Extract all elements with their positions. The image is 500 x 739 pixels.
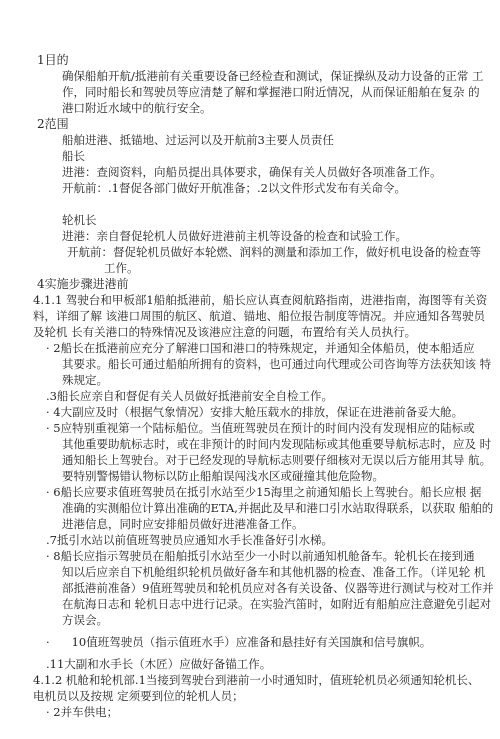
item-2-line-2: 其要求。船长可通过船舶所拥有的资料，也可通过向代理或公司咨询等方法获知该 特	[62, 357, 492, 371]
item-2-line-3: 殊规定。	[62, 373, 108, 387]
purpose-line-1: 确保船舶开航/抵港前有关重要设备已经检查和测试，保证操纵及动力设备的正常 工	[62, 69, 484, 83]
item-5-line-1: · 5应特别重视第一个陆标船位。当值班驾驶员在预计的时间内没有发现相应的陆标或	[46, 421, 475, 435]
item-3: .3船长应亲自和督促有关人员做好抵港前安全自检工作。	[46, 389, 333, 403]
section-1-heading: 1目的	[37, 53, 69, 67]
scope-chief-engineer-departure-1: 开航前：督促轮机员做好本轮燃、润料的测量和添加工作，做好机电设备的检查等	[67, 245, 481, 259]
scope-captain-departure: 开航前：.1督促各部门做好开航准备；.2以文件形式发布有关命令。	[62, 181, 406, 195]
item-5-line-2: 其他重要助航标志时，或在非预计的时间内发现陆标或其他重要导航标志时，应及 时	[62, 437, 492, 451]
para-4-1-1-line-1: 4.1.1 驾驶台和甲板部1船舶抵港前，船长应认真查阅航路指南，进港指南，海图等有关资	[33, 293, 488, 307]
scope-chief-engineer-departure-2: 工作。	[104, 261, 139, 275]
item-2-line-1: · 2船长在抵港前应充分了解港口国和港口的特殊规定，并通知全体船员，使本船适应	[46, 341, 475, 355]
scope-line-1: 船舶进港、抵锚地、过运河以及开航前3主要人员责任	[62, 133, 334, 147]
section-4-heading: 4实施步骤进港前	[37, 277, 129, 291]
item-10: · 10值班驾驶员（指示值班水手）应准备和悬挂好有关国旗和信号旗帜。	[46, 635, 432, 649]
item-5-line-4: 要特别警惕错认物标以防止船舶误闯浅水区或碰撞其他危险物。	[62, 469, 384, 483]
item-2-generator: · 2并车供电；	[46, 705, 119, 719]
item-11: .11大副和水手长（木匠）应做好备锚工作。	[46, 657, 272, 671]
scope-captain-entering: 进港：查阅资料，向船员提出具体要求，确保有关人员做好各项准备工作。	[62, 165, 442, 179]
section-2-heading: 2范围	[37, 117, 69, 131]
para-4-1-1-line-3: 及轮机 长有关港口的特殊情况及该港应注意的问题，布置给有关人员执行。	[33, 325, 417, 339]
para-4-1-2-line-1: 4.1.2 机舱和轮机部.1当接到驾驶台到港前一小时通知时，值班轮机员必须通知轮机长、	[33, 673, 480, 687]
item-8-line-5: 方误会。	[62, 613, 108, 627]
scope-captain-title: 船长	[62, 149, 85, 163]
item-6-line-3: 进港信息，同时应安排船员做好进港准备工作。	[62, 517, 304, 531]
para-4-1-2-line-2: 电机员以及按规 定须要到位的轮机人员；	[33, 689, 244, 703]
purpose-line-3: 港口附近水域中的航行安全。	[62, 101, 212, 115]
para-4-1-1-line-2: 料，详细了解 该港口周围的航区、航道、锚地、船位报告制度等情况。并应通知各驾驶员	[33, 309, 486, 323]
scope-chief-engineer-entering: 进港：亲自督促轮机人员做好进港前主机等设备的检查和试验工作。	[62, 229, 407, 243]
item-4: · 4大副应及时（根据气象情况）安排大舱压载水的排放，保证在进港前备妥大舱。	[46, 405, 464, 419]
item-6-line-1: · 6船长应要求值班驾驶员在抵引水站至少15海里之前通知船长上驾驶台。船长应根 据	[46, 485, 482, 499]
item-5-line-3: 通知船长上驾驶台。对于已经发现的导航标志则要仔细核对无误以后方能用其导 航。	[62, 453, 492, 467]
item-8-line-1: · 8船长应指示驾驶员在船舶抵引水站至少一小时以前通知机舱备车。轮机长在接到通	[46, 549, 475, 563]
purpose-line-2: 作，同时船长和驾驶员等应清楚了解和掌握港口附近情况，从而保证船舶在复杂 的	[62, 85, 480, 99]
item-8-line-2: 知以后应亲自下机舱组织轮机员做好备车和其他机器的检查、准备工作。（详见轮 机	[62, 565, 486, 579]
item-8-line-4: 在航海日志和 轮机日志中进行记录。在实验汽笛时，如附近有船舶应注意避免引起对	[62, 597, 492, 611]
item-6-line-2: 准确的实测船位计算出准确的ETA,并据此及早和港口引水站取得联系，以获取 船舶的	[62, 501, 494, 515]
item-8-line-3: 部抵港前准备）9值班驾驶员和轮机员应对各有关设备、仪器等进行测试与校对工作并	[62, 581, 494, 595]
item-7: .7抵引水站以前值班驾驶员应通知水手长准备好引水梯。	[46, 533, 333, 547]
scope-chief-engineer-title: 轮机长	[62, 213, 97, 227]
